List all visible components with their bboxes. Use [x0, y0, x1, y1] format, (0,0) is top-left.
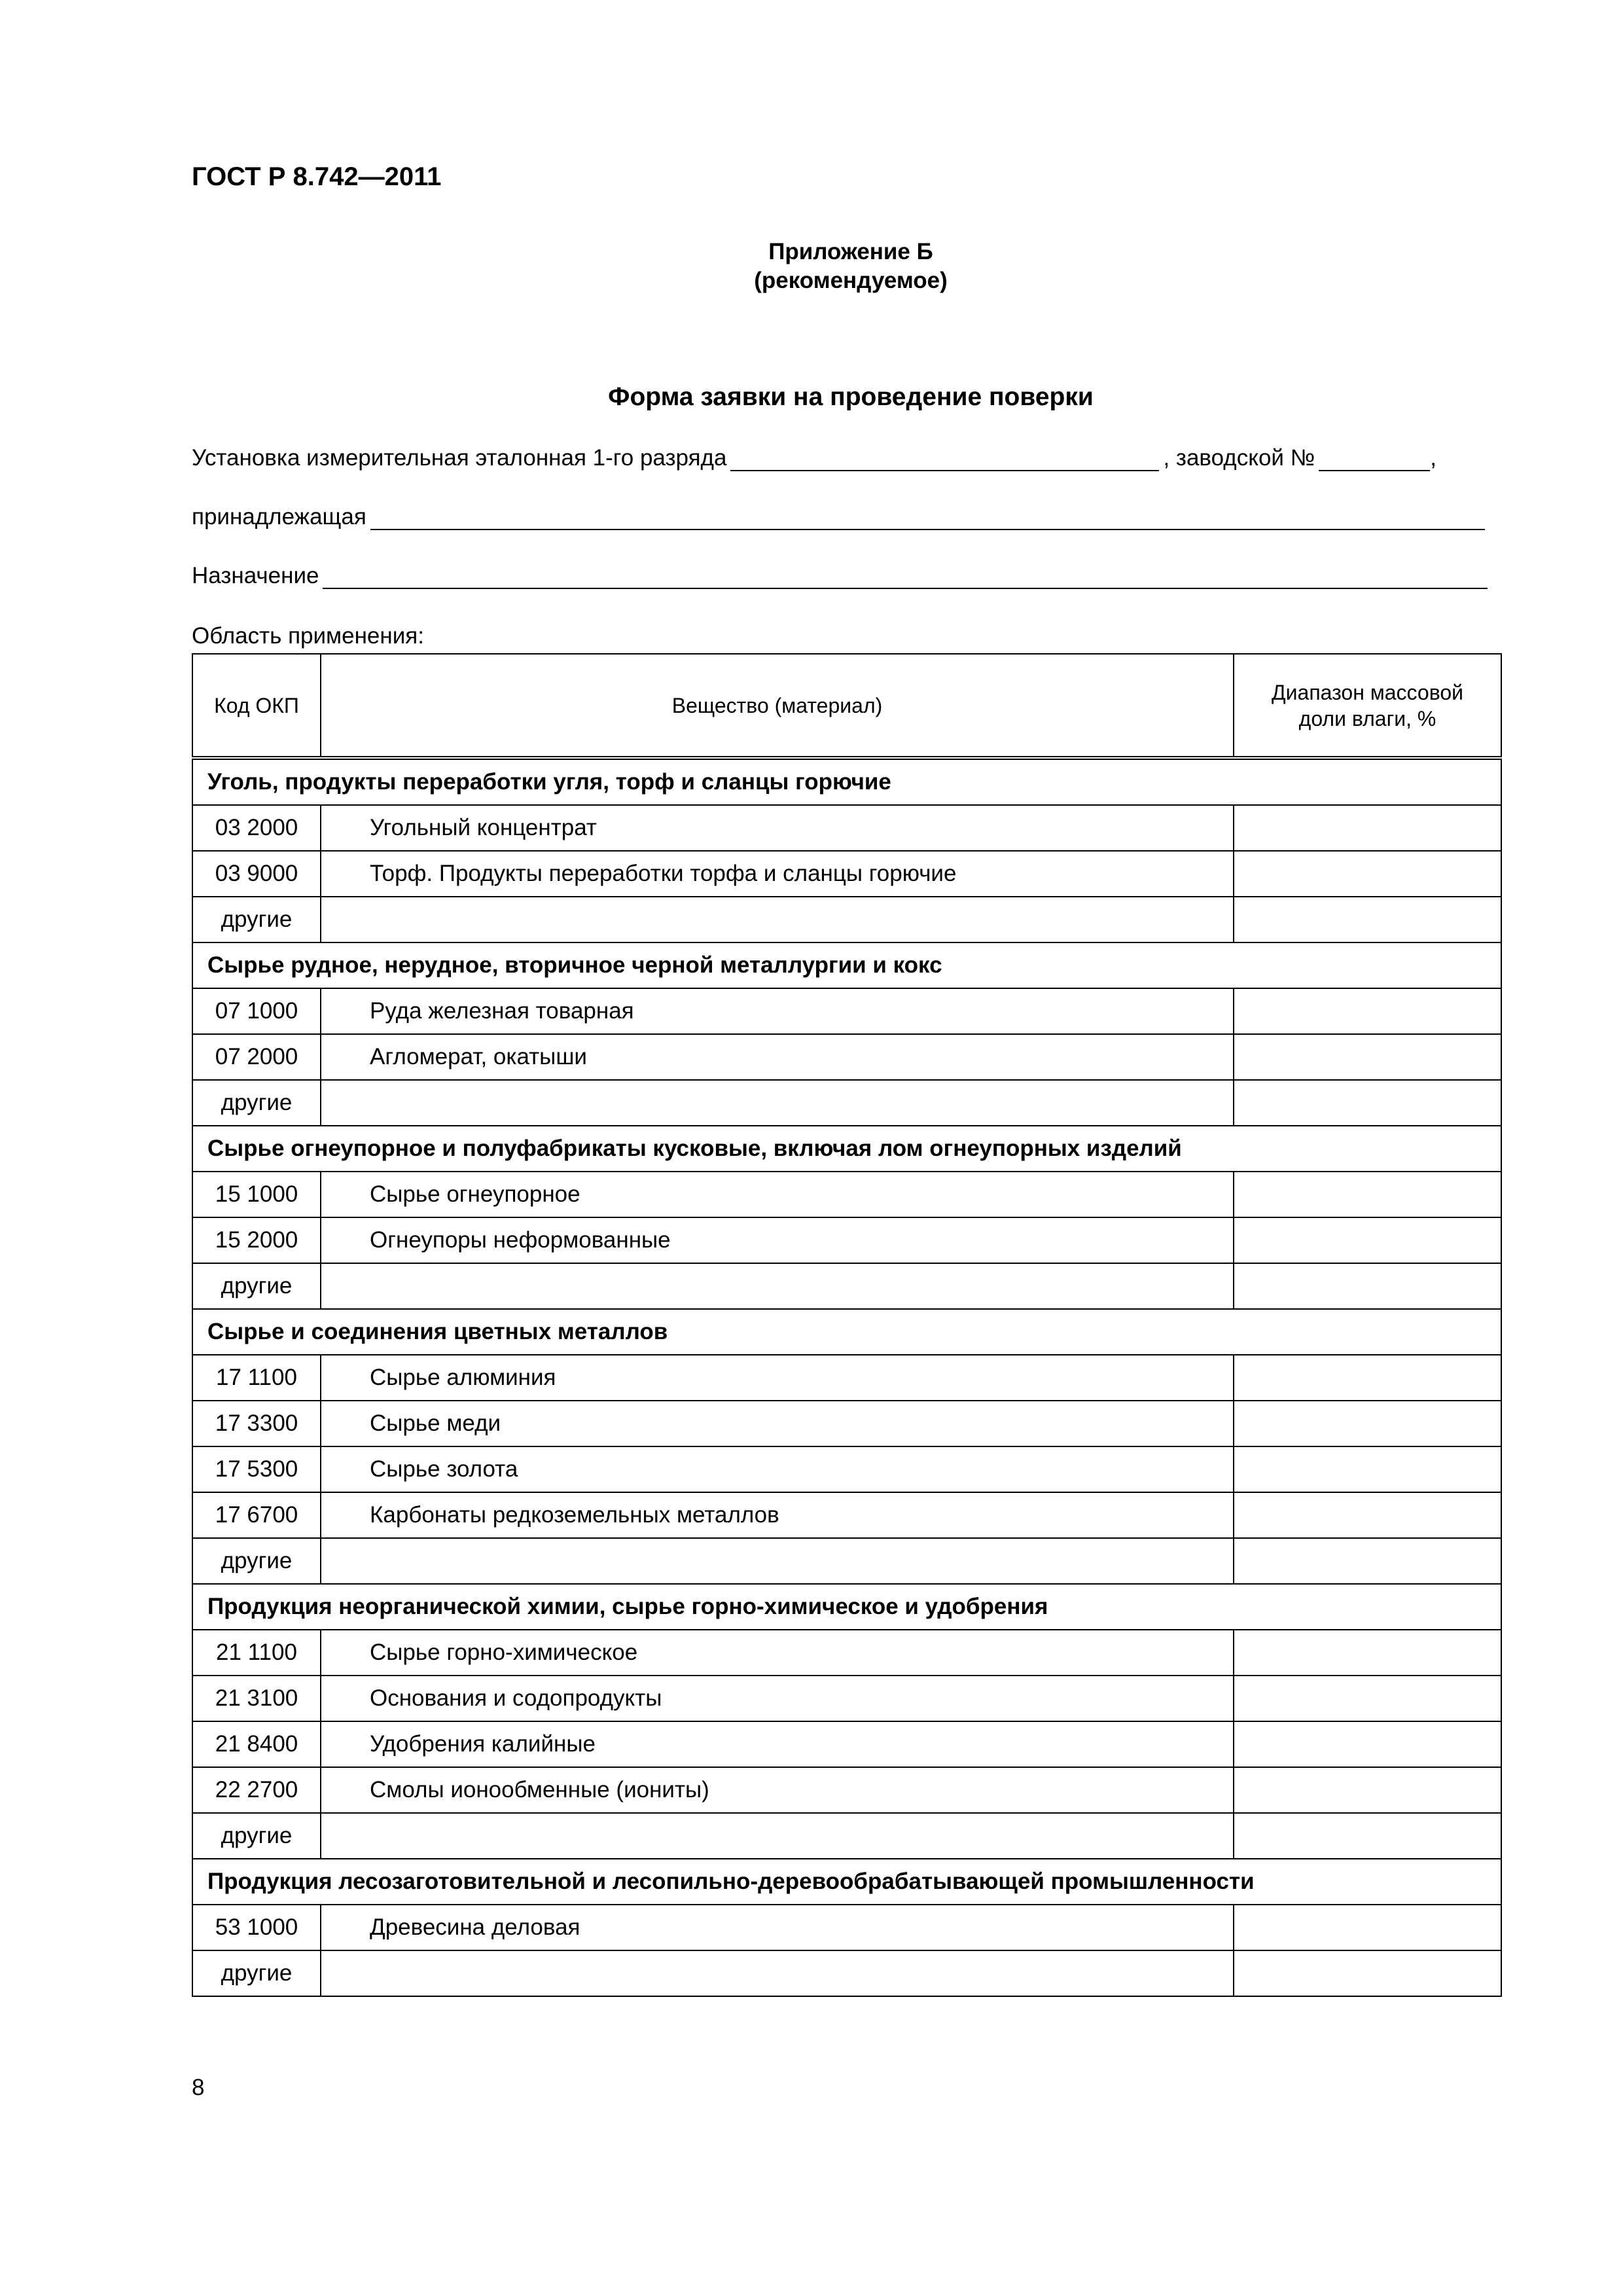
- table-row: [192, 1446, 1501, 1492]
- moisture-range-cell[interactable]: [1234, 1721, 1501, 1767]
- moisture-range-cell[interactable]: [1234, 805, 1501, 851]
- purpose-input[interactable]: [323, 567, 1488, 589]
- okp-code-cell: 21 8400: [192, 1721, 321, 1767]
- okp-code-cell: другие: [192, 1813, 321, 1859]
- group-title: Сырье рудное, нерудное, вторичное черной металлургии и кокс: [192, 942, 1501, 988]
- owner-label: принадлежащая: [192, 504, 366, 529]
- table-row: [192, 1034, 1501, 1080]
- scope-label: Область применения:: [192, 623, 424, 649]
- moisture-range-cell[interactable]: [1234, 1676, 1501, 1721]
- group-row: [192, 942, 1501, 988]
- table-row: [192, 1813, 1501, 1859]
- table-row: [192, 1905, 1501, 1950]
- moisture-range-cell[interactable]: [1234, 897, 1501, 942]
- header-moisture-range: Диапазон массовой доли влаги, %: [1234, 654, 1501, 758]
- material-cell: Угольный концентрат: [321, 805, 1234, 851]
- table-row: [192, 1767, 1501, 1813]
- okp-code-cell: другие: [192, 897, 321, 942]
- material-cell: Карбонаты редкоземельных металлов: [321, 1492, 1234, 1538]
- table-row: [192, 1492, 1501, 1538]
- group-title: Сырье огнеупорное и полуфабрикаты кусковые, включая лом огнеупорных изделий: [192, 1126, 1501, 1172]
- header-material: Вещество (материал): [321, 654, 1234, 758]
- moisture-range-cell[interactable]: [1234, 1950, 1501, 1996]
- okp-code-cell: другие: [192, 1538, 321, 1584]
- installation-field-row: [192, 445, 1436, 471]
- moisture-range-cell[interactable]: [1234, 988, 1501, 1034]
- table-row: [192, 1721, 1501, 1767]
- table-row: [192, 897, 1501, 942]
- table-row: [192, 1080, 1501, 1126]
- table-row: [192, 1172, 1501, 1217]
- okp-code-cell: другие: [192, 1080, 321, 1126]
- group-row: [192, 1859, 1501, 1905]
- table-row: [192, 988, 1501, 1034]
- table-row: [192, 1355, 1501, 1401]
- material-cell[interactable]: [321, 1080, 1234, 1126]
- page-number: 8: [192, 2075, 205, 2100]
- okp-code-cell: 15 2000: [192, 1217, 321, 1263]
- material-cell: Удобрения калийные: [321, 1721, 1234, 1767]
- installation-input[interactable]: [730, 449, 1159, 471]
- moisture-range-cell[interactable]: [1234, 1401, 1501, 1446]
- material-cell: Руда железная товарная: [321, 988, 1234, 1034]
- table-row: [192, 851, 1501, 897]
- moisture-range-cell[interactable]: [1234, 1767, 1501, 1813]
- material-cell[interactable]: [321, 1813, 1234, 1859]
- moisture-range-cell[interactable]: [1234, 1630, 1501, 1676]
- okp-code-cell: 03 9000: [192, 851, 321, 897]
- table-row: [192, 1263, 1501, 1309]
- scope-table: [192, 653, 1502, 1997]
- material-cell: Смолы ионообменные (иониты): [321, 1767, 1234, 1813]
- owner-field-row: [192, 504, 1489, 530]
- material-cell[interactable]: [321, 1263, 1234, 1309]
- okp-code-cell: 17 3300: [192, 1401, 321, 1446]
- group-title: Уголь, продукты переработки угля, торф и сланцы горючие: [192, 758, 1501, 805]
- okp-code-cell: другие: [192, 1263, 321, 1309]
- moisture-range-cell[interactable]: [1234, 851, 1501, 897]
- group-row: [192, 1309, 1501, 1355]
- okp-code-cell: 17 6700: [192, 1492, 321, 1538]
- serial-number-input[interactable]: [1319, 449, 1430, 471]
- group-title: Продукция неорганической химии, сырье горно-химическое и удобрения: [192, 1584, 1501, 1630]
- table-header-row: [192, 654, 1501, 758]
- table-row: [192, 1401, 1501, 1446]
- okp-code-cell: 22 2700: [192, 1767, 321, 1813]
- material-cell: Основания и содопродукты: [321, 1676, 1234, 1721]
- table-row: [192, 1676, 1501, 1721]
- serial-label: , заводской №: [1163, 445, 1315, 471]
- moisture-range-cell[interactable]: [1234, 1492, 1501, 1538]
- owner-input[interactable]: [370, 508, 1485, 530]
- table-row: [192, 1950, 1501, 1996]
- okp-code-cell: 17 5300: [192, 1446, 321, 1492]
- moisture-range-cell[interactable]: [1234, 1034, 1501, 1080]
- table-row: [192, 1217, 1501, 1263]
- group-title: Продукция лесозаготовительной и лесопильно-деревообрабатывающей промышленности: [192, 1859, 1501, 1905]
- purpose-label: Назначение: [192, 563, 319, 588]
- okp-code-cell: 07 1000: [192, 988, 321, 1034]
- moisture-range-cell[interactable]: [1234, 1217, 1501, 1263]
- moisture-range-cell[interactable]: [1234, 1355, 1501, 1401]
- moisture-range-cell[interactable]: [1234, 1080, 1501, 1126]
- table-body: [192, 758, 1501, 1996]
- group-row: [192, 758, 1501, 805]
- material-cell: Сырье меди: [321, 1401, 1234, 1446]
- table-row: [192, 1630, 1501, 1676]
- material-cell: Древесина деловая: [321, 1905, 1234, 1950]
- material-cell: Торф. Продукты переработки торфа и сланцы горючие: [321, 851, 1234, 897]
- document-id: ГОСТ Р 8.742—2011: [192, 162, 442, 191]
- okp-code-cell: 07 2000: [192, 1034, 321, 1080]
- group-title: Сырье и соединения цветных металлов: [192, 1309, 1501, 1355]
- moisture-range-cell[interactable]: [1234, 1905, 1501, 1950]
- table-row: [192, 1538, 1501, 1584]
- okp-code-cell: 21 1100: [192, 1630, 321, 1676]
- moisture-range-cell[interactable]: [1234, 1263, 1501, 1309]
- moisture-range-cell[interactable]: [1234, 1172, 1501, 1217]
- okp-code-cell: 53 1000: [192, 1905, 321, 1950]
- header-code: Код ОКП: [192, 654, 321, 758]
- moisture-range-cell[interactable]: [1234, 1538, 1501, 1584]
- appendix-note: (рекомендуемое): [754, 268, 948, 293]
- material-cell: Огнеупоры неформованные: [321, 1217, 1234, 1263]
- group-row: [192, 1584, 1501, 1630]
- material-cell: Сырье алюминия: [321, 1355, 1234, 1401]
- purpose-field-row: [192, 563, 1491, 589]
- group-row: [192, 1126, 1501, 1172]
- material-cell: Сырье горно-химическое: [321, 1630, 1234, 1676]
- appendix-title: Приложение Б: [768, 239, 933, 264]
- okp-code-cell: 21 3100: [192, 1676, 321, 1721]
- okp-code-cell: 03 2000: [192, 805, 321, 851]
- installation-label: Установка измерительная эталонная 1-го разряда: [192, 445, 727, 471]
- material-cell: Сырье золота: [321, 1446, 1234, 1492]
- serial-end: ,: [1430, 445, 1436, 471]
- material-cell[interactable]: [321, 1538, 1234, 1584]
- moisture-range-cell[interactable]: [1234, 1446, 1501, 1492]
- material-cell[interactable]: [321, 897, 1234, 942]
- material-cell: Сырье огнеупорное: [321, 1172, 1234, 1217]
- material-cell[interactable]: [321, 1950, 1234, 1996]
- material-cell: Агломерат, окатыши: [321, 1034, 1234, 1080]
- moisture-range-cell[interactable]: [1234, 1813, 1501, 1859]
- form-title: Форма заявки на проведение поверки: [608, 383, 1094, 411]
- table-row: [192, 805, 1501, 851]
- okp-code-cell: 15 1000: [192, 1172, 321, 1217]
- okp-code-cell: другие: [192, 1950, 321, 1996]
- okp-code-cell: 17 1100: [192, 1355, 321, 1401]
- appendix-heading: [0, 238, 1623, 295]
